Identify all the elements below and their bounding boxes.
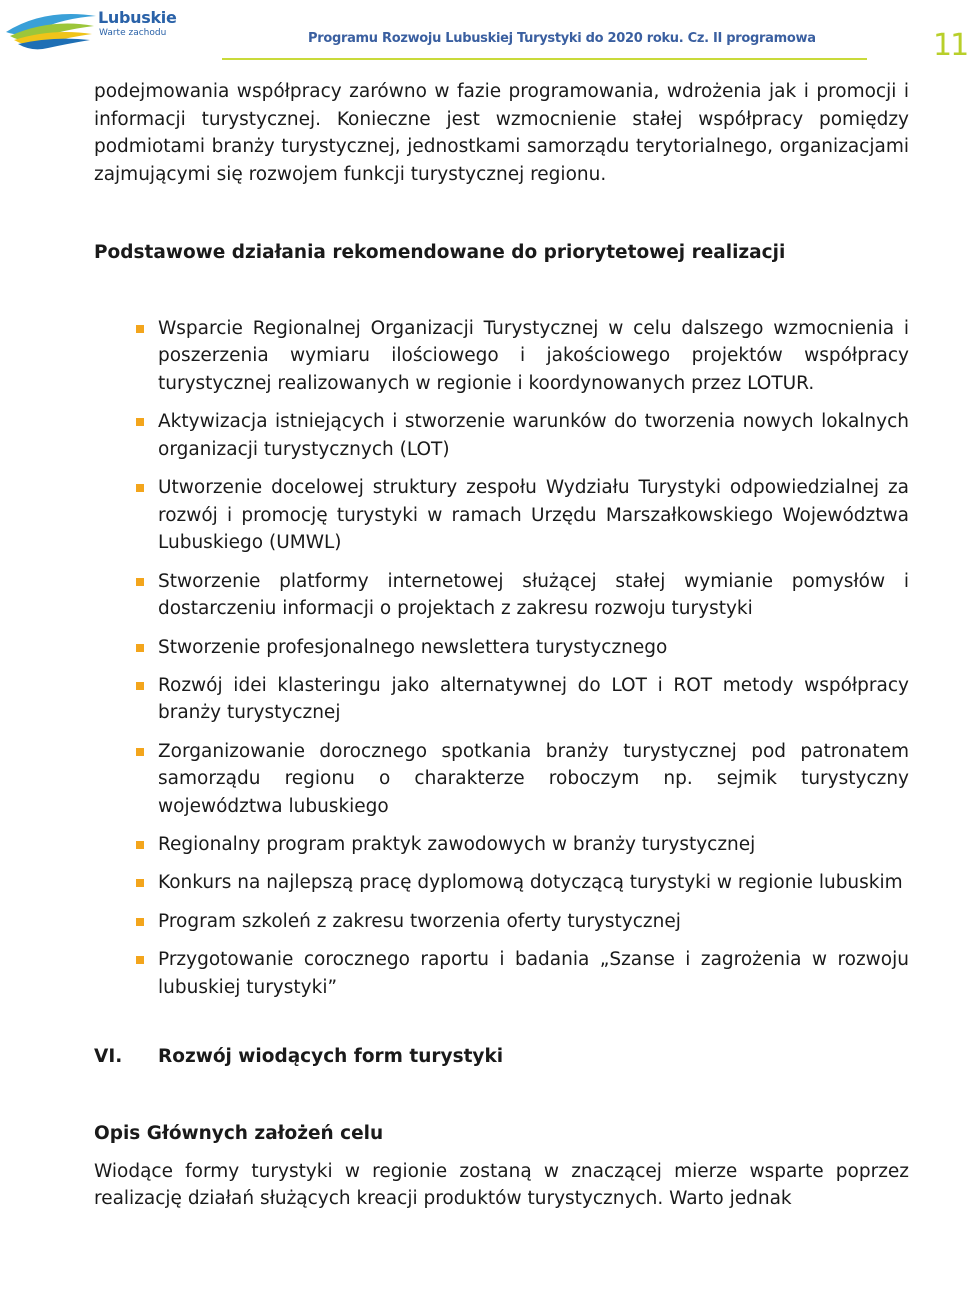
- bullet-square-icon: [136, 578, 144, 586]
- list-item: [94, 474, 909, 557]
- bullet-square-icon: [136, 748, 144, 756]
- list-item-text: Rozwój idei klasteringu jako alternatywnej do LOT i ROT metody współpracy branży turystycznej: [158, 674, 909, 724]
- page-number: 11: [933, 28, 967, 63]
- bullet-square-icon: [136, 682, 144, 690]
- bullet-square-icon: [136, 956, 144, 964]
- bullet-square-icon: [136, 484, 144, 492]
- recommended-actions-list: [94, 315, 909, 1002]
- section-title: Rozwój wiodących form turystyki: [158, 1046, 504, 1068]
- list-item: [94, 568, 909, 623]
- logo-tagline: Warte zachodu: [99, 28, 167, 38]
- bullet-square-icon: [136, 879, 144, 887]
- list-item-text: Program szkoleń z zakresu tworzenia oferty turystycznej: [158, 910, 681, 932]
- list-item: [94, 831, 909, 859]
- list-item: [94, 946, 909, 1001]
- section-number: VI.: [94, 1046, 123, 1068]
- subheading: Opis Głównych założeń celu: [94, 1122, 384, 1144]
- list-item-text: Konkurs na najlepszą pracę dyplomową dotyczącą turystyki w regionie lubuskim: [158, 872, 903, 894]
- bullet-square-icon: [136, 644, 144, 652]
- list-item: [94, 908, 909, 936]
- page-header: [0, 0, 967, 70]
- list-item: [94, 315, 909, 398]
- main-heading: Podstawowe działania rekomendowane do priorytetowej realizacji: [94, 241, 786, 263]
- section-heading: [94, 1043, 909, 1071]
- list-item-text: Utworzenie docelowej struktury zespołu Wydziału Turystyki odpowiedzialnej za rozwój i promocję turystyki w ramach Urzędu Marszałkowskiego Województwa Lubuskiego (UMWL): [158, 477, 909, 554]
- page-content: [94, 78, 909, 1213]
- bullet-square-icon: [136, 418, 144, 426]
- list-item-text: Stworzenie profesjonalnego newslettera turystycznego: [158, 636, 668, 658]
- list-item: [94, 408, 909, 463]
- document-title: Programu Rozwoju Lubuskiej Turystyki do 2020 roku. Cz. II programowa: [308, 31, 816, 46]
- final-paragraph: Wiodące formy turystyki w regionie zostaną w znaczącej mierze wsparte poprzez realizację działań służących kreacji produktów turystycznych. Warto jednak: [94, 1160, 909, 1210]
- bullet-square-icon: [136, 325, 144, 333]
- logo-brand: Lubuskie: [98, 8, 177, 27]
- list-item: [94, 634, 909, 662]
- list-item-text: Zorganizowanie dorocznego spotkania branży turystycznej pod patronatem samorządu regionu o charakterze roboczym np. sejmik turystyczny województwa lubuskiego: [158, 740, 909, 818]
- list-item-text: Regionalny program praktyk zawodowych w branży turystycznej: [158, 834, 756, 856]
- list-item-text: Przygotowanie corocznego raportu i badania „Szanse i zagrożenia w rozwoju lubuskiej turystyki”: [158, 948, 909, 998]
- list-item: [94, 672, 909, 727]
- list-item: [94, 869, 909, 897]
- list-item-text: Aktywizacja istniejących i stworzenie warunków do tworzenia nowych lokalnych organizacji turystycznych (LOT): [158, 411, 909, 460]
- list-item-text: Stworzenie platformy internetowej służącej stałej wymianie pomysłów i dostarczeniu informacji o projektach z zakresu rozwoju turystyki: [158, 570, 909, 620]
- list-item: [94, 738, 909, 821]
- bullet-square-icon: [136, 841, 144, 849]
- intro-paragraph: podejmowania współpracy zarówno w fazie programowania, wdrożenia jak i promocji i informacji turystycznej. Konieczne jest wzmocnienie stałej współpracy pomiędzy podmiotami branży turystycznej, jednostkami samorządu terytorialnego, organizacjami zajmującymi się rozwojem funkcji turystycznej regionu.: [94, 81, 909, 186]
- header-divider: [222, 58, 867, 60]
- list-item-text: Wsparcie Regionalnej Organizacji Turystycznej w celu dalszego wzmocnienia i poszerzenia wymiaru ilościowego i jakościowego projektów współpracy turystycznej realizowanych w regionie i koordynowanych przez LOTUR.: [158, 317, 909, 394]
- bullet-square-icon: [136, 918, 144, 926]
